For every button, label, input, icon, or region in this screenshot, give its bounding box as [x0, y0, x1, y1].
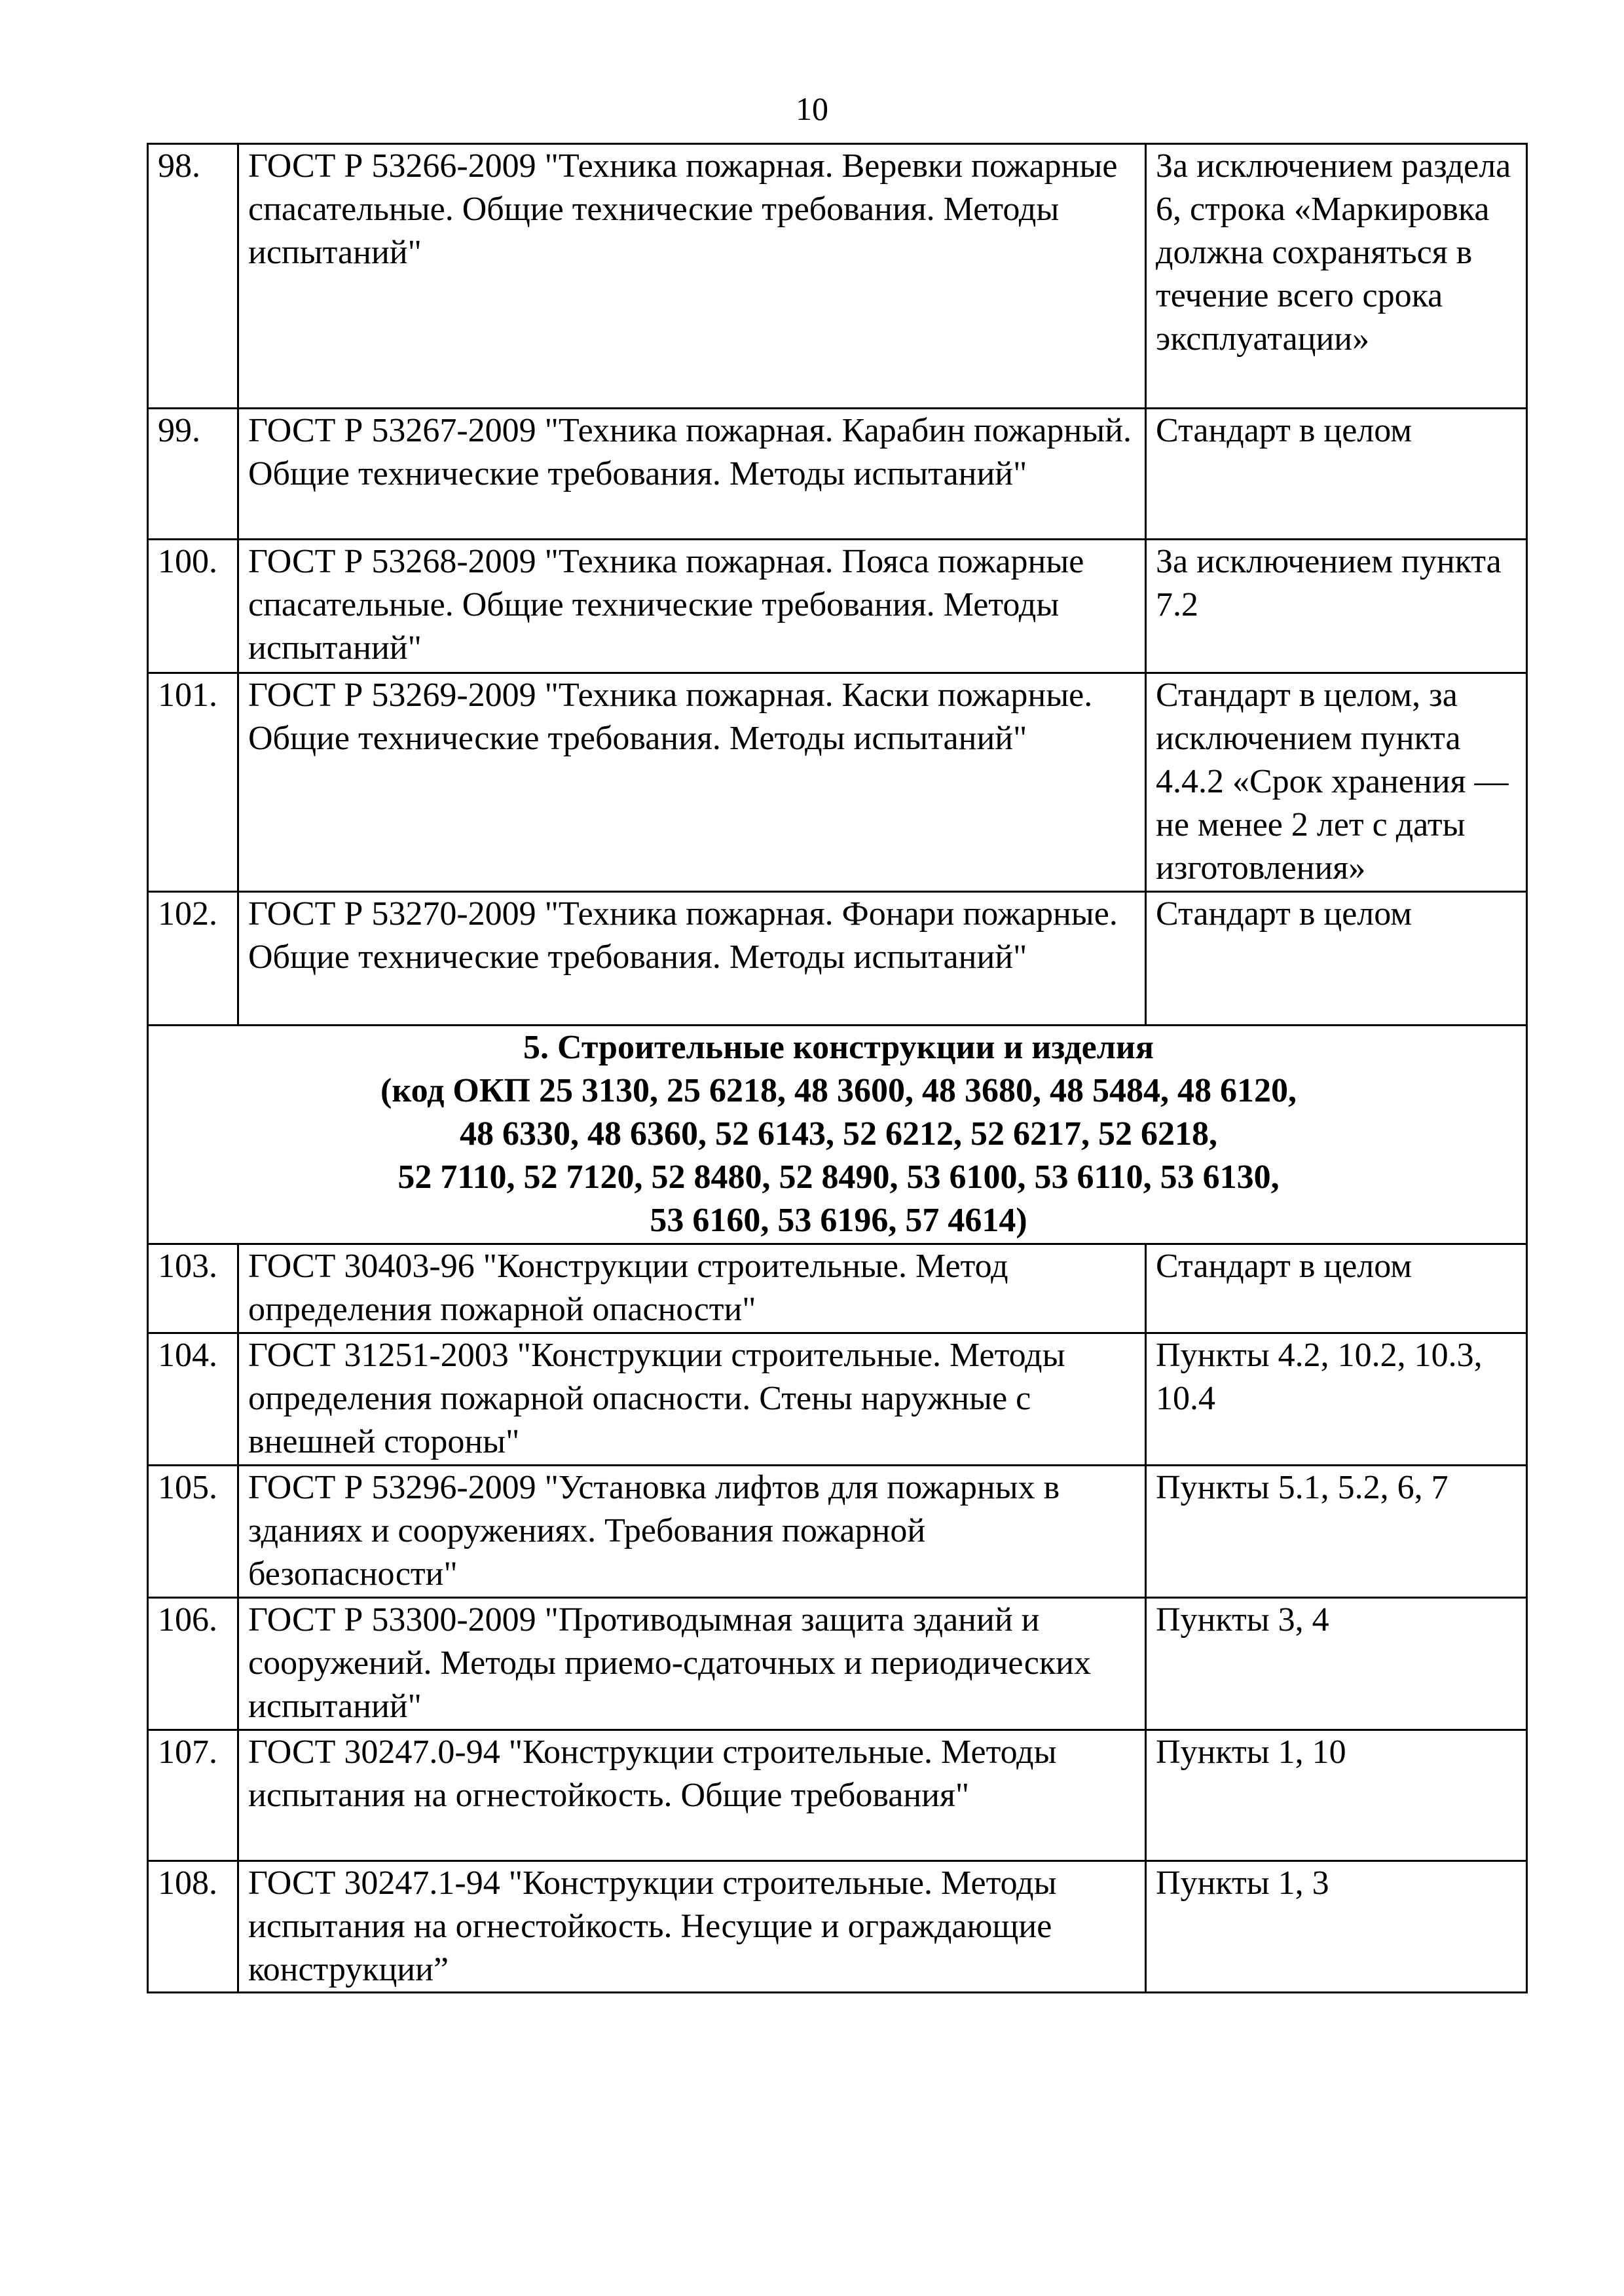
row-number: 107.	[148, 1730, 238, 1861]
applicability-note: Пункты 1, 10	[1146, 1730, 1527, 1861]
applicability-note: Пункты 4.2, 10.2, 10.3, 10.4	[1146, 1333, 1527, 1466]
table-row	[148, 673, 1527, 892]
standard-title: ГОСТ Р 53266-2009 "Техника пожарная. Веревки пожарные спасательные. Общие технические требования. Методы испытаний"	[238, 144, 1146, 409]
applicability-note: За исключением пункта 7.2	[1146, 540, 1527, 673]
section-header-row	[148, 1026, 1527, 1244]
row-number: 102.	[148, 892, 238, 1026]
standard-title: ГОСТ 31251-2003 "Конструкции строительные. Методы определения пожарной опасности. Стены наружные с внешней стороны"	[238, 1333, 1146, 1466]
table-row	[148, 144, 1527, 409]
row-number: 105.	[148, 1466, 238, 1598]
table-row	[148, 892, 1527, 1026]
standard-title: ГОСТ Р 53296-2009 "Установка лифтов для пожарных в зданиях и сооружениях. Требования пожарной безопасности"	[238, 1466, 1146, 1598]
section-code-line: (код ОКП 25 3130, 25 6218, 48 3600, 48 3680, 48 5484, 48 6120,	[380, 1072, 1297, 1109]
applicability-note: Стандарт в целом	[1146, 892, 1527, 1026]
applicability-note: За исключением раздела 6, строка «Маркировка должна сохраняться в течение всего срока эксплуатации»	[1146, 144, 1527, 409]
standard-title: ГОСТ Р 53269-2009 "Техника пожарная. Каски пожарные. Общие технические требования. Методы испытаний"	[238, 673, 1146, 892]
standard-title: ГОСТ Р 53268-2009 "Техника пожарная. Пояса пожарные спасательные. Общие технические требования. Методы испытаний"	[238, 540, 1146, 673]
row-number: 101.	[148, 673, 238, 892]
section-code-line: 52 7110, 52 7120, 52 8480, 52 8490, 53 6100, 53 6110, 53 6130,	[397, 1158, 1280, 1196]
applicability-note: Пункты 3, 4	[1146, 1598, 1527, 1730]
standard-title: ГОСТ Р 53300-2009 "Противодымная защита зданий и сооружений. Методы приемо-сдаточных и периодических испытаний"	[238, 1598, 1146, 1730]
standard-title: ГОСТ 30247.0-94 "Конструкции строительные. Методы испытания на огнестойкость. Общие требования"	[238, 1730, 1146, 1861]
row-number: 99.	[148, 409, 238, 540]
table-row	[148, 540, 1527, 673]
row-number: 100.	[148, 540, 238, 673]
standard-title: ГОСТ 30247.1-94 "Конструкции строительные. Методы испытания на огнестойкость. Несущие и ограждающие конструкции”	[238, 1861, 1146, 1993]
applicability-note: Пункты 5.1, 5.2, 6, 7	[1146, 1466, 1527, 1598]
section-heading	[148, 1026, 1527, 1244]
table-row	[148, 1598, 1527, 1730]
row-number: 98.	[148, 144, 238, 409]
table-row	[148, 1333, 1527, 1466]
row-number: 106.	[148, 1598, 238, 1730]
table-row	[148, 1861, 1527, 1993]
row-number: 104.	[148, 1333, 238, 1466]
row-number: 108.	[148, 1861, 238, 1993]
section-code-line: 48 6330, 48 6360, 52 6143, 52 6212, 52 6217, 52 6218,	[460, 1115, 1217, 1153]
table-row	[148, 1466, 1527, 1598]
table-row	[148, 1244, 1527, 1333]
standard-title: ГОСТ Р 53267-2009 "Техника пожарная. Карабин пожарный. Общие технические требования. Методы испытаний"	[238, 409, 1146, 540]
applicability-note: Стандарт в целом	[1146, 409, 1527, 540]
standards-table	[147, 143, 1528, 1993]
standard-title: ГОСТ Р 53270-2009 "Техника пожарная. Фонари пожарные. Общие технические требования. Методы испытаний"	[238, 892, 1146, 1026]
page-number: 10	[796, 90, 828, 127]
standard-title: ГОСТ 30403-96 "Конструкции строительные. Метод определения пожарной опасности"	[238, 1244, 1146, 1333]
section-title: 5. Строительные конструкции и изделия	[523, 1029, 1154, 1066]
applicability-note: Пункты 1, 3	[1146, 1861, 1527, 1993]
section-code-line: 53 6160, 53 6196, 57 4614)	[650, 1202, 1027, 1239]
row-number: 103.	[148, 1244, 238, 1333]
applicability-note: Стандарт в целом	[1146, 1244, 1527, 1333]
table-row	[148, 1730, 1527, 1861]
applicability-note: Стандарт в целом, за исключением пункта 4.4.2 «Срок хранения — не менее 2 лет с даты изготовления»	[1146, 673, 1527, 892]
table-row	[148, 409, 1527, 540]
